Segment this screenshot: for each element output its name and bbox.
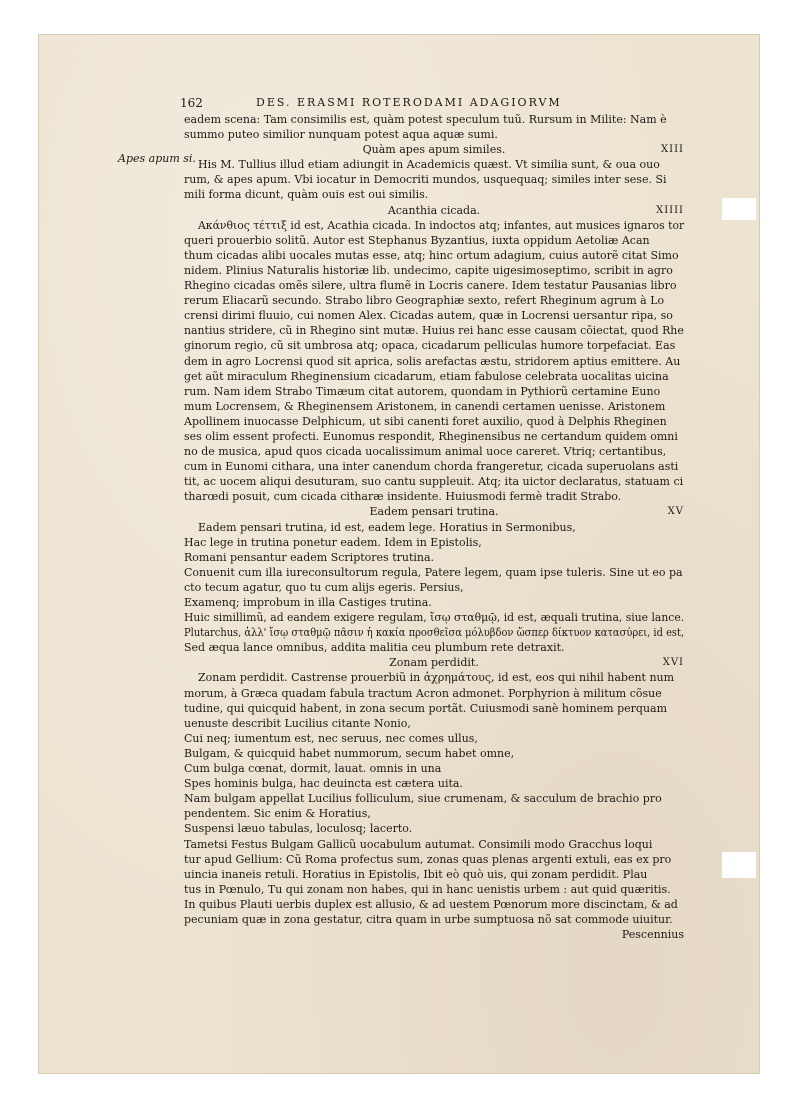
text-line xyxy=(184,550,684,565)
line-text: Ακάνθιος τέττιξ id est, Acathia cicada. In indoctos atq; infantes, aut musices ignaros tor xyxy=(198,218,685,232)
text-line xyxy=(184,263,684,278)
line-text: Spes hominis bulga, hac deuincta est cætera uita. xyxy=(184,777,463,791)
line-text: crensi dirimi fluuio, cui nomen Alex. Cicadas autem, quæ in Locrensi uersantur ripa, so xyxy=(184,309,673,323)
text-line xyxy=(184,776,684,791)
line-text: Nam bulgam appellat Lucilius folliculum, siue crumenam, & sacculum de brachio pro xyxy=(184,792,662,806)
text-line xyxy=(184,897,684,912)
text-line xyxy=(184,746,684,761)
line-text: Cui neq; iumentum est, nec seruus, nec comes ullus, xyxy=(184,731,478,745)
text-line xyxy=(184,489,684,504)
text-line xyxy=(184,233,684,248)
text-line xyxy=(184,731,684,746)
text-line xyxy=(184,157,684,172)
text-line xyxy=(184,308,684,323)
text-line xyxy=(184,640,684,655)
line-text: Apollinem inuocasse Delphicum, ut sibi canenti foret auxilio, quod à Delphis Rheginen xyxy=(184,414,667,428)
line-text: Sed æqua lance omnibus, addita malitia ceu plumbum rete detraxit. xyxy=(184,641,565,655)
text-line xyxy=(184,172,684,187)
text-line xyxy=(184,716,684,731)
line-text: Plutarchus, ἀλλ' ἴσῳ σταθμῷ πᾶσιν ἡ κακία προσθεῖσα μόλυβδον ὥσπερ δίκτυον κατασύρει, id est, xyxy=(184,626,685,640)
text-line xyxy=(184,520,684,535)
text-line xyxy=(184,293,684,308)
line-text: Conuenit cum illa iureconsultorum regula, Patere legem, quam ipse tuleris. Sine ut eo pa xyxy=(184,565,683,579)
text-line xyxy=(184,595,684,610)
line-text: tudine, qui quicquid habent, in zona secum portãt. Cuiusmodi sanè hominem perquam xyxy=(184,701,668,715)
section-heading xyxy=(184,142,684,157)
line-text: Quàm apes apum similes. xyxy=(362,143,506,157)
text-line xyxy=(184,806,684,821)
text-line xyxy=(184,112,684,127)
text-line xyxy=(184,429,684,444)
text-line xyxy=(184,882,684,897)
text-line xyxy=(184,444,684,459)
line-text: eadem scena: Tam consimilis est, quàm potest speculum tuũ. Rursum in Milite: Nam è xyxy=(184,113,667,126)
text-line xyxy=(184,580,684,595)
line-text: nidem. Plinius Naturalis historiæ lib. undecimo, capite uigesimoseptimo, scribit in agro xyxy=(184,263,673,277)
line-text: Examenq; improbum in illa Castiges trutina. xyxy=(184,596,432,609)
line-text: Zonam perdidit. Castrense prouerbiũ in ἀχρημάτους, id est, eos qui nihil habent num xyxy=(198,671,675,685)
text-line xyxy=(184,414,684,429)
line-text: rum, & apes apum. Vbi iocatur in Democriti mundos, usquequaq; similes inter sese. Si xyxy=(184,173,667,187)
text-line xyxy=(184,369,684,384)
line-text: Cum bulga cœnat, dormit, lauat. omnis in una xyxy=(184,762,442,776)
line-text: morum, à Græca quadam fabula tractum Acron admonet. Porphyrion à militum cõsue xyxy=(184,686,662,700)
line-text: tit, ac uocem aliqui desuturam, suo cantu suppleuit. Atq; ita uictor declaratus, statuam ci xyxy=(184,475,684,489)
line-text: tus in Pœnulo, Tu qui zonam non habes, qui in hanc uenistis urbem : aut quid quæritis. xyxy=(184,882,671,896)
text-line xyxy=(184,535,684,550)
line-text: ginorum regio, cũ sit umbrosa atq; opaca, cicadarum pelliculas humore torpefaciat. Eas xyxy=(184,339,676,353)
text-line xyxy=(184,686,684,701)
line-text: Romani pensantur eadem Scriptores trutina. xyxy=(184,550,435,564)
line-text: uincia inaneis retuli. Horatius in Epistolis, Ibit eò quò uis, qui zonam perdidit. Plau xyxy=(184,867,648,881)
line-text: mum Locrensem, & Rheginensem Aristonem, in canendi certamen uenisse. Aristonem xyxy=(184,399,666,413)
text-line xyxy=(184,338,684,353)
margin-note: Apes apum si. xyxy=(118,152,196,165)
text-line xyxy=(184,852,684,867)
text-line xyxy=(184,459,684,474)
line-text: Zonam perdidit. xyxy=(389,656,479,670)
line-text: mili forma dicunt, quàm ouis est oui similis. xyxy=(184,188,429,202)
line-text: pendentem. Sic enim & Horatius, xyxy=(184,807,371,821)
text-line xyxy=(184,278,684,293)
section-heading xyxy=(184,504,684,519)
line-text: get aũt miraculum Rheginensium cicadarum, etiam fabulose celebrata uocalitas uicina xyxy=(184,369,669,383)
line-text: Tametsi Festus Bulgam Gallicũ uocabulum autumat. Consimili modo Gracchus loqui xyxy=(184,837,653,851)
section-number: XIII xyxy=(661,144,684,156)
text-line xyxy=(184,927,684,942)
line-text: Bulgam, & quicquid habet nummorum, secum habet omne, xyxy=(184,746,515,760)
section-number: XV xyxy=(667,506,684,518)
line-text: Eadem pensari trutina. xyxy=(369,505,499,519)
line-text: In quibus Plauti uerbis duplex est allusio, & ad uestem Pœnorum more discinctam, & ad xyxy=(184,897,678,911)
line-text: cum in Eunomi cithara, una inter canendum chorda frangeretur, cicada superuolans asti xyxy=(184,460,679,474)
line-text: tur apud Gellium: Cũ Roma profectus sum, zonas quas plenas argenti extuli, eas ex pro xyxy=(184,852,672,866)
line-text: Rhegino cicadas omẽs silere, ultra flumẽ in Locris canere. Idem testatur Pausanias libro xyxy=(184,279,677,293)
line-text: His M. Tullius illud etiam adiungit in Academicis quæst. Vt similia sunt, & oua ouo xyxy=(198,158,660,172)
text-line xyxy=(184,912,684,927)
text-line xyxy=(184,837,684,852)
text-line xyxy=(184,127,684,142)
text-line xyxy=(184,474,684,489)
text-line xyxy=(184,670,684,685)
line-text: pecuniam quæ in zona gestatur, citra quam in urbe sumptuosa nõ sat commode uiuitur. xyxy=(184,912,673,926)
page-number: 162 xyxy=(180,96,203,110)
section-heading xyxy=(184,655,684,670)
page-tab-notch xyxy=(722,852,756,878)
text-line xyxy=(184,248,684,263)
line-text: ses olim essent profecti. Eunomus respondit, Rheginensibus ne certandum quidem omni xyxy=(184,429,678,443)
section-heading xyxy=(184,203,684,218)
line-text: rerum Eliacarũ secundo. Strabo libro Geographiæ sexto, refert Rheginum agrum à Lo xyxy=(184,294,665,308)
text-line xyxy=(184,821,684,836)
text-line xyxy=(184,218,684,233)
line-text: uenuste describit Lucilius citante Nonio, xyxy=(184,716,411,730)
text-line xyxy=(184,791,684,806)
line-text: tharœdi posuit, cum cicada citharæ insidente. Huiusmodi fermè tradit Strabo. xyxy=(184,490,622,504)
text-line xyxy=(184,565,684,580)
line-text: queri prouerbio solitũ. Autor est Stephanus Byzantius, iuxta oppidum Aetoliæ Acan xyxy=(184,233,650,247)
line-text: Huic simillimũ, ad eandem exigere regulam, ἴσῳ σταθμῷ, id est, æquali trutina, siue lance. xyxy=(184,611,685,625)
text-line xyxy=(184,399,684,414)
text-line xyxy=(184,701,684,716)
running-head: DES. ERASMI ROTERODAMI ADAGIORVM xyxy=(256,96,562,109)
text-line xyxy=(184,761,684,776)
line-text: cto tecum agatur, quo tu cum alijs egeris. Persius, xyxy=(184,580,464,594)
page-tab-notch xyxy=(722,198,756,220)
text-line xyxy=(184,384,684,399)
text-line xyxy=(184,354,684,369)
line-text: Acanthia cicada. xyxy=(387,203,481,217)
line-text: Hac lege in trutina ponetur eadem. Idem in Epistolis, xyxy=(184,535,482,549)
line-text: dem in agro Locrensi quod sit aprica, solis arefactas æstu, stridorem aptius emittere. Au xyxy=(184,354,681,368)
line-text: thum cicadas alibi uocales mutas esse, atq; hinc ortum adagium, cuius autorẽ citat Simo xyxy=(184,248,679,262)
section-number: XVI xyxy=(662,657,684,669)
line-text: rum. Nam idem Strabo Timæum citat autorem, quondam in Pythiorũ certamine Euno xyxy=(184,384,661,398)
text-line xyxy=(184,867,684,882)
line-text: Pescennius xyxy=(621,928,684,942)
text-line xyxy=(184,187,684,202)
line-text: Eadem pensari trutina, id est, eadem lege. Horatius in Sermonibus, xyxy=(198,520,576,534)
text-line xyxy=(184,323,684,338)
line-text: summo puteo similior nunquam potest aqua aquæ sumi. xyxy=(184,128,498,142)
line-text: Suspensi læuo tabulas, loculosq; lacerto. xyxy=(184,822,413,836)
text-line xyxy=(184,610,684,625)
text-body xyxy=(184,112,684,942)
line-text: no de musica, apud quos cicada uocalissimum animal uoce careret. Vtriq; certantibus, xyxy=(184,445,667,459)
line-text: nantius stridere, cũ in Rhegino sint mutæ. Huius rei hanc esse causam cõiectat, quod Rhe xyxy=(184,324,684,338)
text-line xyxy=(184,625,684,640)
section-number: XIIII xyxy=(656,204,684,216)
page-header xyxy=(180,96,685,112)
